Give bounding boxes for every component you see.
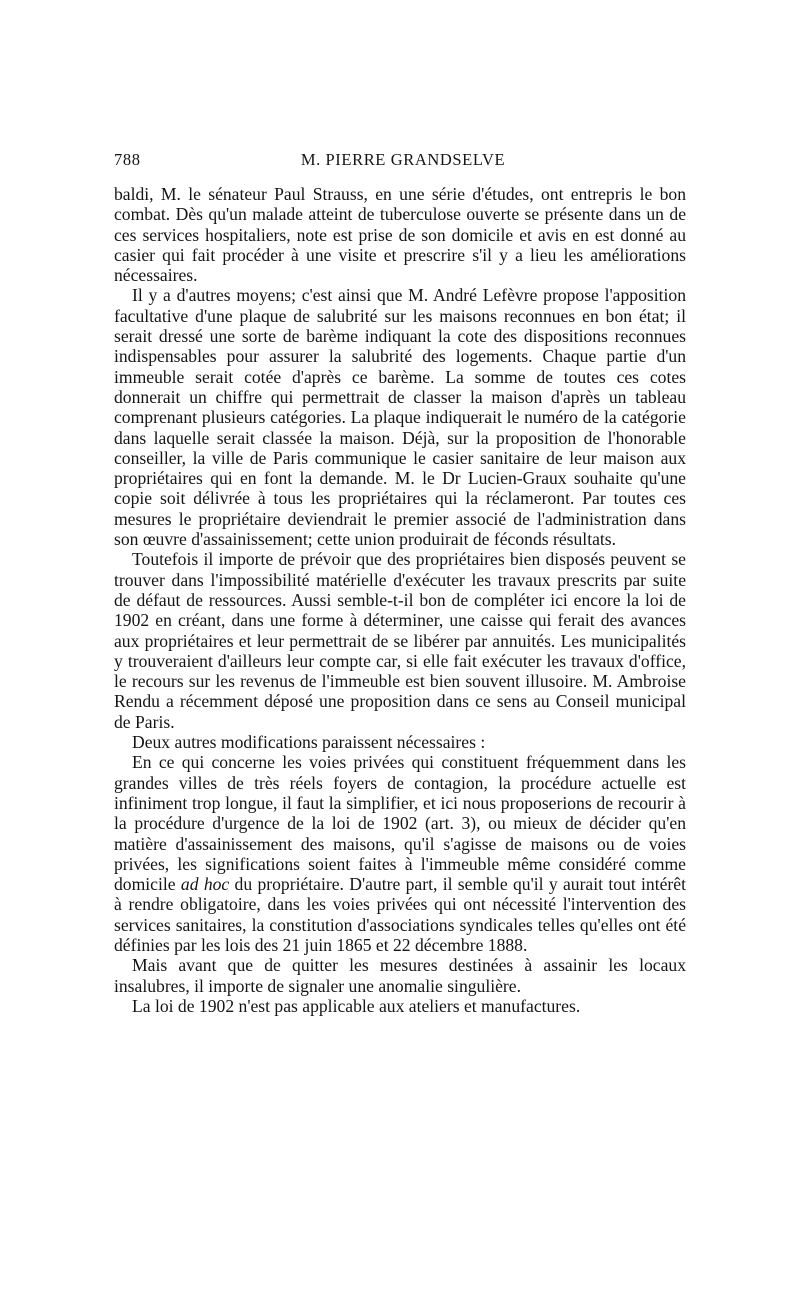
- latin-phrase-ad-hoc: ad hoc: [180, 874, 230, 895]
- running-title: M. PIERRE GRANDSELVE: [300, 150, 506, 169]
- paragraph-advances-fund: Toutefois il importe de prévoir que des propriétaires bien disposés peuvent se trouver dans l'impossibilité matérielle d'exécuter les travaux prescrits par suite de défaut de ressources. Aussi semble-t-il bon de compléter ici encore la loi de 1902 en créant, dans une forme à déterminer, une caisse qui ferait des avances aux propriétaires et leur permettrait de se libérer par annuités. Les municipalités y trouveraient d'ailleurs leur compte car, si elle fait exécuter les travaux d'office, le recours sur les revenus de l'immeuble est bien souvent illusoire. M. Ambroise Rendu a récemment déposé une proposition dans ce sens au Conseil municipal de Paris.: [114, 549, 686, 732]
- page-header: [114, 150, 686, 176]
- paragraph-text-before: En ce qui concerne les voies privées qui constituent fréquemment dans les grandes villes de très réels foyers de contagion, la procédure actuelle est infiniment trop longue, il faut la simplifier, et ici nous proposerions de recourir à la procédure d'urgence de la loi de 1902 (art. 3), ou mieux de décider qu'en matière d'assainissement des maisons, qu'il s'agisse de maisons ou de voies privées, les significations soient faites à l'immeuble même considéré comme domicile: [114, 752, 686, 895]
- paragraph-anomaly: Mais avant que de quitter les mesures destinées à assainir les locaux insalubres, il importe de signaler une anomalie singulière.: [114, 955, 686, 996]
- page-number: 788: [114, 150, 141, 169]
- paragraph-text-after: du propriétaire. D'autre part, il semble qu'il y aurait tout intérêt à rendre obligatoire, dans les voies privées qui ont nécessité l'intervention des services sanitaires, la constitution d'associations syndicales telles qu'elles ont été définies par les lois des 21 juin 1865 et 22 décembre 1888.: [114, 874, 686, 955]
- paragraph-other-means: Il y a d'autres moyens; c'est ainsi que M. André Lefèvre propose l'apposition facultative d'une plaque de salubrité sur les maisons reconnues en bon état; il serait dressé une sorte de barème indiquant la cote des dispositions reconnues indispensables pour assurer la salubrité des logements. Chaque partie d'un immeuble serait cotée d'après ce barème. La somme de toutes ces cotes donnerait un chiffre qui permettrait de classer la maison d'après un tableau comprenant plusieurs catégories. La plaque indiquerait le numéro de la catégorie dans laquelle serait classée la maison. Déjà, sur la proposition de l'honorable conseiller, la ville de Paris communique le casier sanitaire de leur maison aux propriétaires qui en font la demande. M. le Dr Lucien-Graux souhaite qu'une copie soit délivrée à tous les propriétaires qui la réclameront. Par toutes ces mesures le propriétaire deviendrait le premier associé de l'administration dans son œuvre d'assainissement; cette union produirait de féconds résultats.: [114, 285, 686, 550]
- paragraph-law-1902: La loi de 1902 n'est pas applicable aux ateliers et manufactures.: [132, 995, 581, 1016]
- paragraph-two-modifications: Deux autres modifications paraissent nécessaires :: [132, 732, 486, 753]
- body-text: [114, 184, 686, 1016]
- paragraph-private-roads: [114, 752, 686, 955]
- paragraph-continued: baldi, M. le sénateur Paul Strauss, en une série d'études, ont entrepris le bon combat. Dès qu'un malade atteint de tuberculose ouverte se présente dans un de ces services hospitaliers, note est prise de son domicile et avis en est donné au casier qui fait procéder à une visite et prescrire s'il y a lieu les améliorations nécessaires.: [114, 184, 686, 286]
